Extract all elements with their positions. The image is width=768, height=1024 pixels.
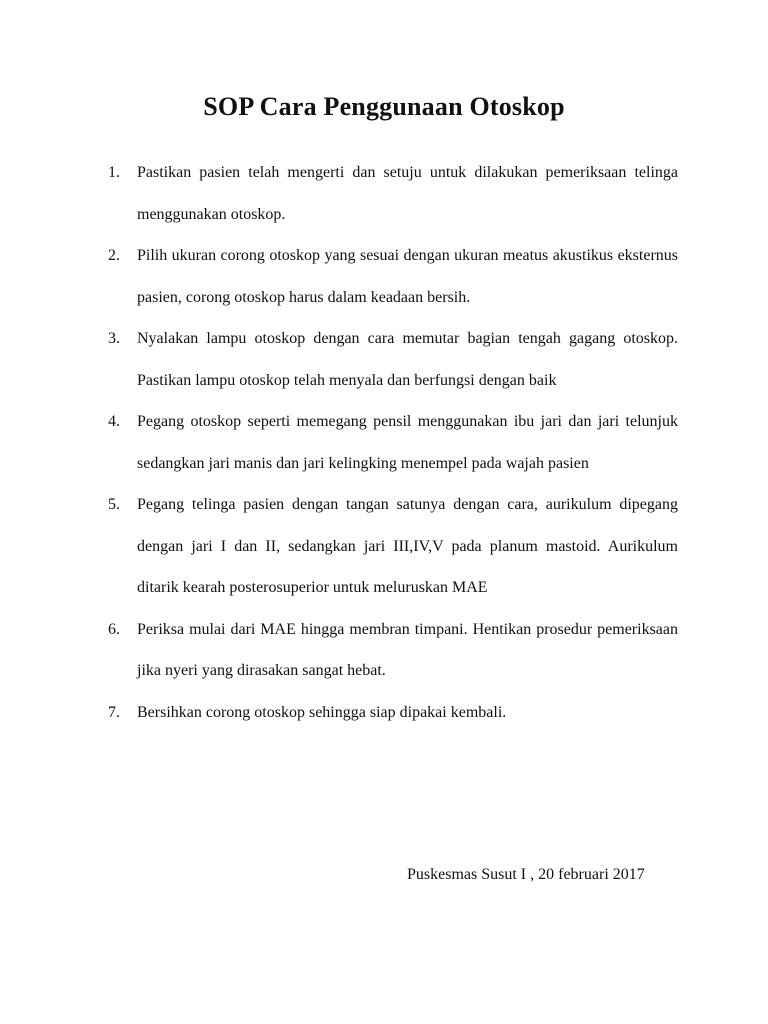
step-text: Pastikan pasien telah mengerti dan setuju untuk dilakukan pemeriksaan telinga menggunakan otoskop. bbox=[137, 164, 678, 223]
procedure-step-1 bbox=[108, 152, 678, 235]
procedure-step-6 bbox=[108, 609, 678, 692]
step-number: 2. bbox=[108, 247, 120, 264]
procedure-step-7 bbox=[108, 692, 678, 734]
step-text: Nyalakan lampu otoskop dengan cara memutar bagian tengah gagang otoskop. Pastikan lampu otoskop telah menyala dan berfungsi dengan baik bbox=[137, 330, 678, 389]
step-number: 1. bbox=[108, 164, 120, 181]
step-number: 6. bbox=[108, 620, 120, 638]
procedure-step-4 bbox=[108, 401, 678, 484]
procedure-step-3 bbox=[108, 318, 678, 401]
step-number: 4. bbox=[108, 413, 120, 430]
procedure-step-2 bbox=[108, 235, 678, 318]
procedure-step-5 bbox=[108, 484, 678, 609]
step-number: 3. bbox=[108, 330, 120, 347]
step-text: Periksa mulai dari MAE hingga membran timpani. Hentikan prosedur pemeriksaan jika nyeri yang dirasakan sangat hebat. bbox=[137, 620, 678, 679]
step-text: Pegang otoskop seperti memegang pensil menggunakan ibu jari dan jari telunjuk sedangkan jari manis dan jari kelingking menempel pada wajah pasien bbox=[137, 413, 678, 472]
step-text: Pilih ukuran corong otoskop yang sesuai dengan ukuran meatus akustikus eksternus pasien, corong otoskop harus dalam keadaan bersih. bbox=[137, 247, 678, 306]
step-number: 5. bbox=[108, 496, 120, 513]
page-title: SOP Cara Penggunaan Otoskop bbox=[203, 92, 565, 121]
step-text: Pegang telinga pasien dengan tangan satunya dengan cara, aurikulum dipegang dengan jari I dan II, sedangkan jari III,IV,V pada planum mastoid. Aurikulum ditarik kearah posterosuperior untuk meluruskan MAE bbox=[137, 496, 678, 596]
procedure-steps-list bbox=[108, 152, 678, 733]
step-text: Bersihkan corong otoskop sehingga siap dipakai kembali. bbox=[137, 703, 507, 721]
signature-place-date: Puskesmas Susut I , 20 februari 2017 bbox=[407, 866, 645, 883]
step-number: 7. bbox=[108, 703, 120, 721]
